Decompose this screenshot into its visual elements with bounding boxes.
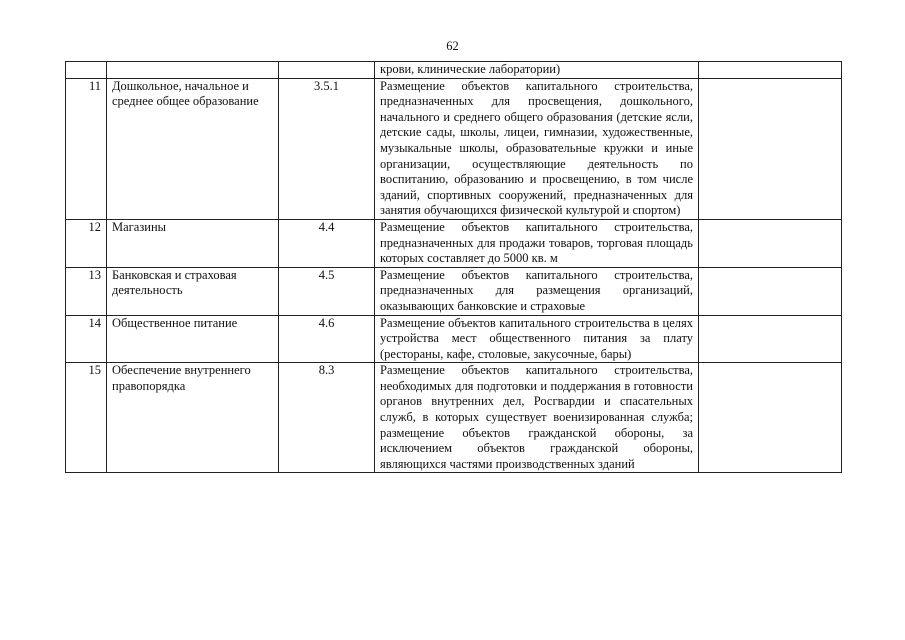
- cell-code: 3.5.1: [279, 78, 375, 219]
- cell-num: 12: [66, 219, 107, 267]
- page-number: 62: [446, 39, 459, 53]
- cell-extra: [699, 315, 842, 363]
- cell-name: Дошкольное, начальное и среднее общее образование: [107, 78, 279, 219]
- cell-extra: [699, 62, 842, 79]
- cell-extra: [699, 78, 842, 219]
- cell-code: 4.4: [279, 219, 375, 267]
- cell-extra: [699, 363, 842, 473]
- table-row: [66, 315, 842, 363]
- cell-description: Размещение объектов капитального строительства, предназначенных для размещения организаций, оказывающих банковские и страховые: [375, 267, 699, 315]
- table-row-continuation: [66, 62, 842, 79]
- cell-extra: [699, 219, 842, 267]
- cell-extra: [699, 267, 842, 315]
- table-row: [66, 267, 842, 315]
- cell-name: Банковская и страховая деятельность: [107, 267, 279, 315]
- table-row: [66, 78, 842, 219]
- cell-name: Общественное питание: [107, 315, 279, 363]
- cell-name: Магазины: [107, 219, 279, 267]
- cell-code: 4.6: [279, 315, 375, 363]
- table-row: [66, 363, 842, 473]
- cell-code: 8.3: [279, 363, 375, 473]
- cell-description: крови, клинические лаборатории): [375, 62, 699, 79]
- cell-description: Размещение объектов капитального строительства, предназначенных для просвещения, дошкольного, начального и среднего общего образования (детские ясли, детские сады, школы, лицеи, гимназии, художественные, музыкальные школы, образовательные кружки и иные организации, осуществляющие деятельность по воспитанию, образованию и просвещению, в том числе зданий, спортивных сооружений, предназначенных для занятия обучающихся физической культурой и спортом): [375, 78, 699, 219]
- cell-code: [279, 62, 375, 79]
- cell-description: Размещение объектов капитального строительства, предназначенных для продажи товаров, торговая площадь которых составляет до 5000 кв. м: [375, 219, 699, 267]
- cell-code: 4.5: [279, 267, 375, 315]
- cell-num: 13: [66, 267, 107, 315]
- cell-description: Размещение объектов капитального строительства в целях устройства мест общественного питания за плату (рестораны, кафе, столовые, закусочные, бары): [375, 315, 699, 363]
- cell-num: 14: [66, 315, 107, 363]
- cell-num: [66, 62, 107, 79]
- cell-name: [107, 62, 279, 79]
- cell-num: 15: [66, 363, 107, 473]
- cell-description: Размещение объектов капитального строительства, необходимых для подготовки и поддержания в готовности органов внутренних дел, Росгвардии и спасательных служб, в которых существует военизированная служба; размещение объектов гражданской обороны, за исключением объектов гражданской обороны, являющихся частями производственных зданий: [375, 363, 699, 473]
- cell-num: 11: [66, 78, 107, 219]
- table-row: [66, 219, 842, 267]
- land-use-table: [65, 61, 842, 473]
- cell-name: Обеспечение внутреннего правопорядка: [107, 363, 279, 473]
